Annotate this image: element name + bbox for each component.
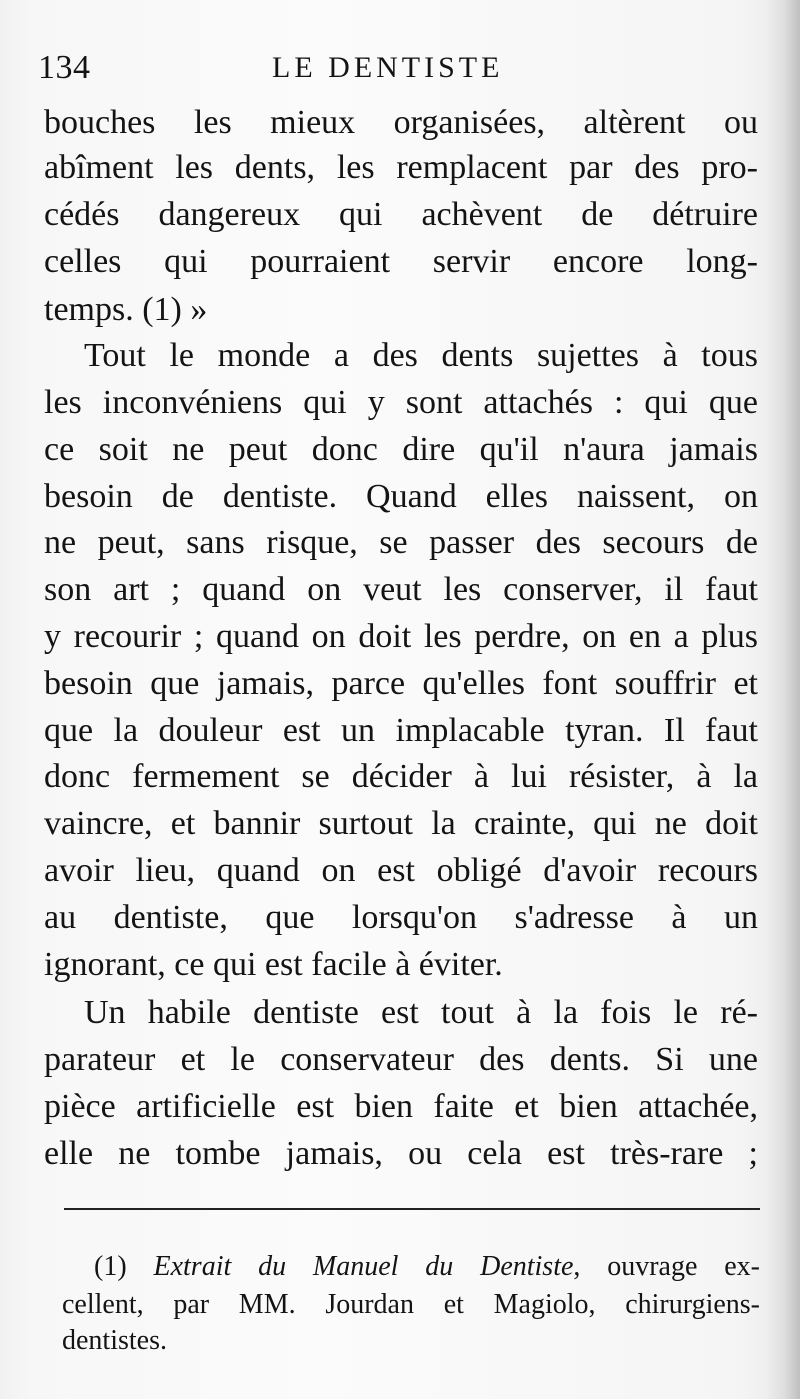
body-line: parateur et le conservateur des dents. Si une [44,1041,758,1078]
body-line: besoin de dentiste. Quand elles naissent, on [44,478,758,515]
body-line: celles qui pourraient servir encore long- [44,243,758,280]
footnote-line [94,1250,760,1284]
running-head: LE DENTISTE [272,51,504,84]
footnote-line: dentistes. [62,1325,167,1356]
body-line: les inconvéniens qui y sont attachés : qui que [44,384,758,421]
body-line: cédés dangereux qui achèvent de détruire [44,196,758,233]
footnote-line: cellent, par MM. Jourdan et Magiolo, chirurgiens- [62,1289,760,1320]
body-line: ne peut, sans risque, se passer des secours de [44,524,758,561]
body-line: pièce artificielle est bien faite et bien attachée, [44,1088,758,1125]
body-line: donc fermement se décider à lui résister, à la [44,758,758,795]
footnote-line-rest: , ouvrage ex- [573,1251,760,1282]
body-line: abîment les dents, les remplacent par des pro- [44,149,758,186]
footnote-rule [64,1208,760,1210]
body-line: y recourir ; quand on doit les perdre, on en a plus [44,618,758,655]
page-number: 134 [38,49,91,86]
body-line: elle ne tombe jamais, ou cela est très-rare ; [44,1135,758,1172]
body-line: avoir lieu, quand on est obligé d'avoir recours [44,852,758,889]
body-line: temps. (1) » [44,291,208,328]
page-edge-shadow [766,0,800,1399]
footnote-marker: (1) [94,1251,127,1282]
body-line: bouches les mieux organisées, altèrent ou [44,104,758,141]
body-line: son art ; quand on veut les conserver, il faut [44,571,758,608]
body-line: Tout le monde a des dents sujettes à tous [84,337,758,374]
footnote-title: Extrait du Manuel du Dentiste [153,1251,574,1282]
body-line: ignorant, ce qui est facile à éviter. [44,946,503,983]
body-line: besoin que jamais, parce qu'elles font souffrir et [44,665,758,702]
body-line: au dentiste, que lorsqu'on s'adresse à un [44,899,758,936]
body-line: ce soit ne peut donc dire qu'il n'aura jamais [44,431,758,468]
body-line: vaincre, et bannir surtout la crainte, qui ne doit [44,805,758,842]
body-line: que la douleur est un implacable tyran. Il faut [44,712,758,749]
body-line: Un habile dentiste est tout à la fois le ré- [84,994,758,1031]
